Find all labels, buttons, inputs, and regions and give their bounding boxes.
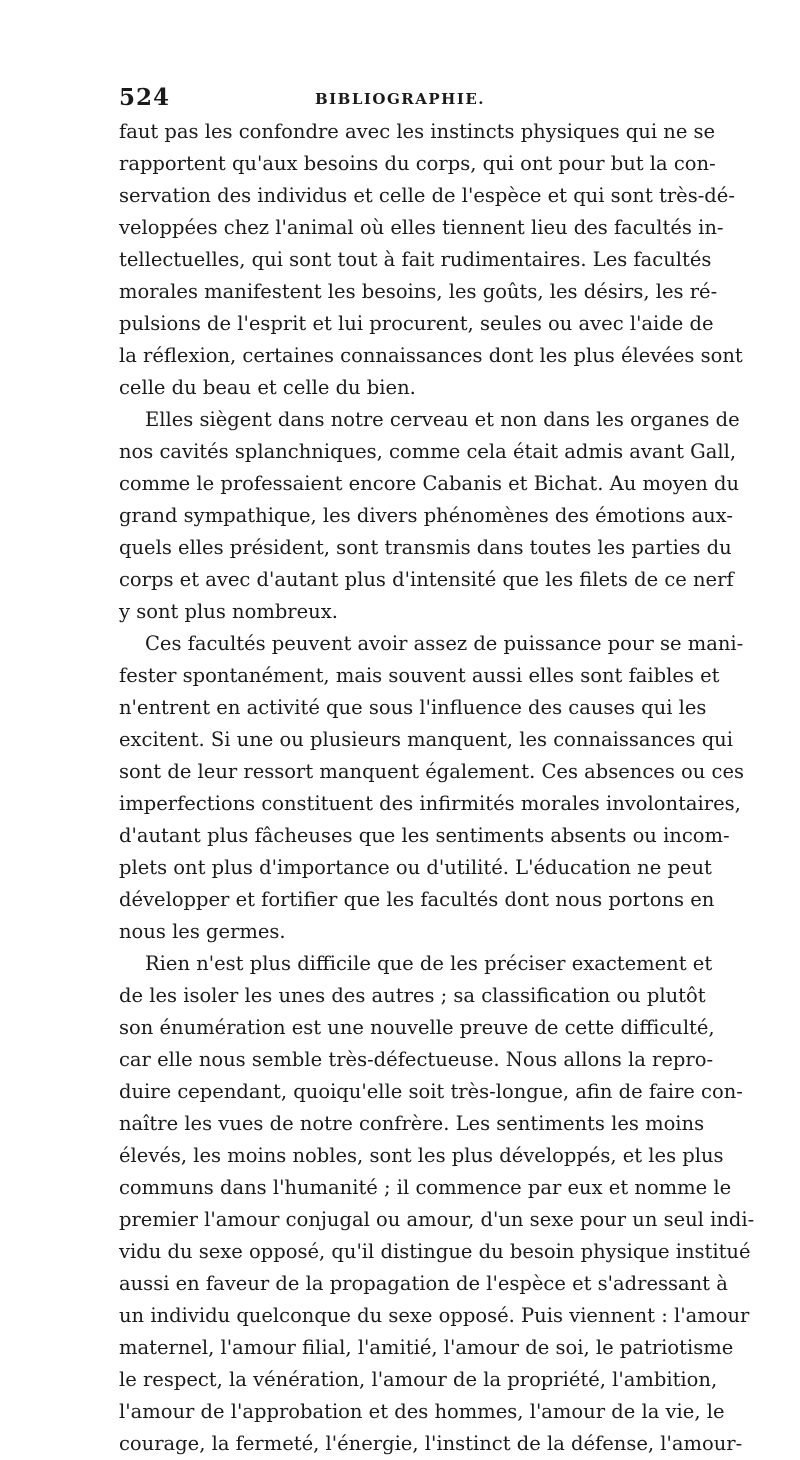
text-line: élevés, les moins nobles, sont les plus développés, et les plus bbox=[119, 1144, 724, 1167]
text-line: corps et avec d'autant plus d'intensité que les filets de ce nerf bbox=[119, 568, 734, 591]
text-line: maternel, l'amour filial, l'amitié, l'amour de soi, le patriotisme bbox=[119, 1336, 734, 1359]
text-line: le respect, la vénération, l'amour de la propriété, l'ambition, bbox=[119, 1368, 718, 1391]
text-line: faut pas les confondre avec les instincts physiques qui ne se bbox=[119, 120, 716, 143]
text-line: courage, la fermeté, l'énergie, l'instinct de la défense, l'amour- bbox=[119, 1432, 743, 1455]
text-line: développer et fortifier que les facultés dont nous portons en bbox=[119, 888, 715, 911]
text-line: veloppées chez l'animal où elles tiennent lieu des facultés in- bbox=[119, 216, 724, 239]
text-line: grand sympathique, les divers phénomènes des émotions aux- bbox=[119, 504, 733, 527]
text-line: rapportent qu'aux besoins du corps, qui ont pour but la con- bbox=[119, 152, 716, 175]
page-header bbox=[119, 84, 681, 114]
text-line: premier l'amour conjugal ou amour, d'un sexe pour un seul indi- bbox=[119, 1208, 755, 1231]
text-line: communs dans l'humanité ; il commence par eux et nomme le bbox=[119, 1176, 732, 1199]
text-line: car elle nous semble très-défectueuse. Nous allons la repro- bbox=[119, 1048, 714, 1071]
text-line: un individu quelconque du sexe opposé. Puis viennent : l'amour bbox=[119, 1304, 750, 1327]
text-line: excitent. Si une ou plusieurs manquent, les connaissances qui bbox=[119, 728, 733, 751]
text-line: Elles siègent dans notre cerveau et non dans les organes de bbox=[145, 408, 740, 431]
text-line: vidu du sexe opposé, qu'il distingue du besoin physique institué bbox=[119, 1240, 751, 1263]
text-line: celle du beau et celle du bien. bbox=[119, 376, 416, 399]
text-line: sont de leur ressort manquent également. Ces absences ou ces bbox=[119, 760, 744, 783]
text-line: Rien n'est plus difficile que de les préciser exactement et bbox=[145, 952, 713, 975]
text-line: y sont plus nombreux. bbox=[119, 600, 338, 623]
running-head: BIBLIOGRAPHIE. bbox=[314, 90, 486, 108]
text-line: duire cependant, quoiqu'elle soit très-longue, afin de faire con- bbox=[119, 1080, 743, 1103]
page-number: 524 bbox=[119, 84, 171, 111]
text-line: n'entrent en activité que sous l'influence des causes qui les bbox=[119, 696, 707, 719]
text-line: plets ont plus d'importance ou d'utilité. L'éducation ne peut bbox=[119, 856, 712, 879]
text-line: Ces facultés peuvent avoir assez de puissance pour se mani- bbox=[145, 632, 744, 655]
body-text bbox=[119, 116, 755, 1460]
text-line: la réflexion, certaines connaissances dont les plus élevées sont bbox=[119, 344, 743, 367]
text-line: naître les vues de notre confrère. Les sentiments les moins bbox=[119, 1112, 705, 1135]
text-line: imperfections constituent des infirmités morales involontaires, bbox=[119, 792, 741, 815]
text-line: aussi en faveur de la propagation de l'espèce et s'adressant à bbox=[119, 1272, 728, 1295]
text-line: fester spontanément, mais souvent aussi elles sont faibles et bbox=[119, 664, 720, 687]
text-line: comme le professaient encore Cabanis et Bichat. Au moyen du bbox=[119, 472, 740, 495]
text-line: son énumération est une nouvelle preuve de cette difficulté, bbox=[119, 1016, 715, 1039]
text-line: l'amour de l'approbation et des hommes, l'amour de la vie, le bbox=[119, 1400, 725, 1423]
text-line: d'autant plus fâcheuses que les sentiments absents ou incom- bbox=[119, 824, 730, 847]
text-line: pulsions de l'esprit et lui procurent, seules ou avec l'aide de bbox=[119, 312, 714, 335]
text-line: de les isoler les unes des autres ; sa classification ou plutôt bbox=[119, 984, 706, 1007]
text-line: nos cavités splanchniques, comme cela était admis avant Gall, bbox=[119, 440, 737, 463]
text-line: quels elles président, sont transmis dans toutes les parties du bbox=[119, 536, 732, 559]
text-line: tellectuelles, qui sont tout à fait rudimentaires. Les facultés bbox=[119, 248, 712, 271]
text-line: servation des individus et celle de l'espèce et qui sont très-dé- bbox=[119, 184, 735, 207]
text-line: nous les germes. bbox=[119, 920, 286, 943]
text-line: morales manifestent les besoins, les goûts, les désirs, les ré- bbox=[119, 280, 718, 303]
